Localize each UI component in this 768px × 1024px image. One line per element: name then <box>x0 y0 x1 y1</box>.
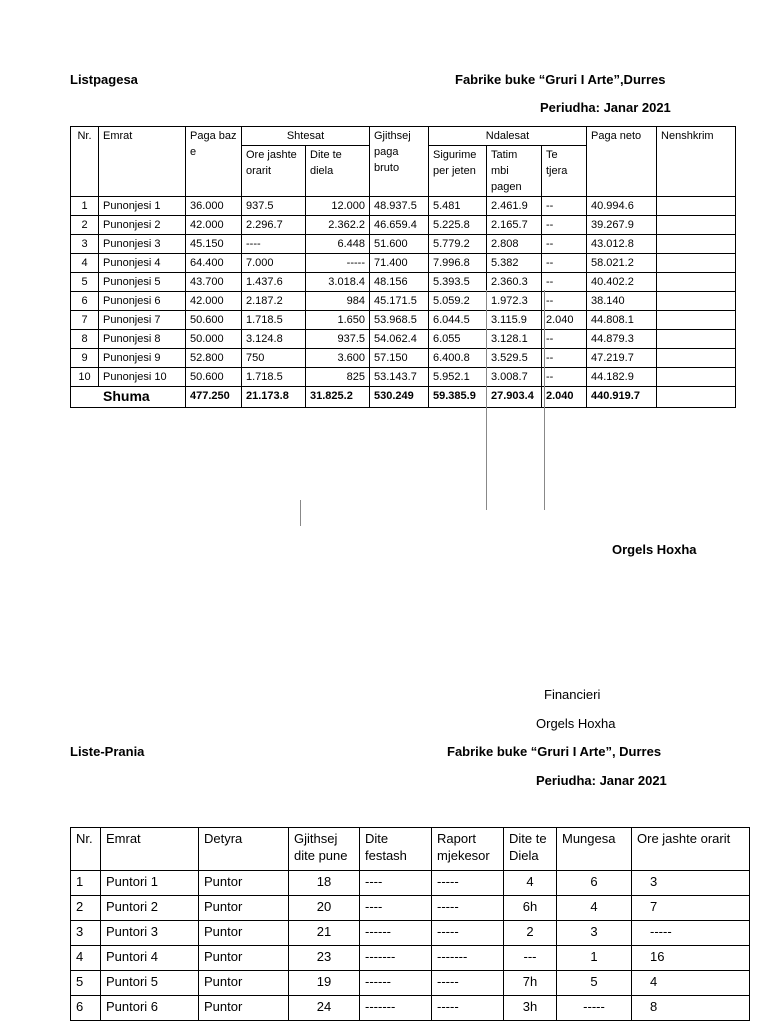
row-absences: ----- <box>557 996 632 1021</box>
header-ore-jashte: Ore jashte orarit <box>242 146 306 197</box>
table-row <box>71 197 736 216</box>
row-name: Punonjesi 6 <box>99 292 186 311</box>
row-holidays: ------- <box>360 946 432 971</box>
row-sunday: 984 <box>306 292 370 311</box>
total-gross: 530.249 <box>370 387 429 408</box>
row-nr: 5 <box>71 971 101 996</box>
table-row <box>71 896 750 921</box>
row-net: 44.808.1 <box>587 311 657 330</box>
payroll-period: Periudha: Janar 2021 <box>540 100 671 115</box>
row-overtime: ----- <box>632 921 750 946</box>
row-nr: 4 <box>71 254 99 273</box>
row-sunday: 3.018.4 <box>306 273 370 292</box>
row-sunday: ----- <box>306 254 370 273</box>
header-nr: Nr. <box>71 127 99 197</box>
row-overtime: 4 <box>632 971 750 996</box>
row-nr: 5 <box>71 273 99 292</box>
row-gross: 46.659.4 <box>370 216 429 235</box>
row-absences: 4 <box>557 896 632 921</box>
row-sunday: 6.448 <box>306 235 370 254</box>
total-base: 477.250 <box>186 387 242 408</box>
row-net: 39.267.9 <box>587 216 657 235</box>
row-name: Puntori 5 <box>101 971 199 996</box>
row-insurance: 6.400.8 <box>429 349 487 368</box>
row-nr: 2 <box>71 896 101 921</box>
row-insurance: 6.055 <box>429 330 487 349</box>
row-name: Punonjesi 1 <box>99 197 186 216</box>
attendance-table <box>70 827 750 1021</box>
row-sundays: --- <box>504 946 557 971</box>
row-medical: ----- <box>432 921 504 946</box>
row-nr: 6 <box>71 292 99 311</box>
row-tax: 5.382 <box>487 254 542 273</box>
row-insurance: 7.996.8 <box>429 254 487 273</box>
row-name: Punonjesi 2 <box>99 216 186 235</box>
row-net: 40.994.6 <box>587 197 657 216</box>
row-name: Puntori 2 <box>101 896 199 921</box>
table-row <box>71 349 736 368</box>
row-other: -- <box>542 197 587 216</box>
header-emrat: Emrat <box>99 127 186 197</box>
totals-label: Shuma <box>71 387 186 408</box>
row-sunday: 12.000 <box>306 197 370 216</box>
row-sunday: 2.362.2 <box>306 216 370 235</box>
table-row <box>71 235 736 254</box>
row-holidays: ------- <box>360 996 432 1021</box>
header-shtesat: Shtesat <box>242 127 370 146</box>
att-header-festash: Dite festash <box>360 828 432 871</box>
row-overtime: 2.296.7 <box>242 216 306 235</box>
row-signature <box>657 311 736 330</box>
row-net: 40.402.2 <box>587 273 657 292</box>
row-role: Puntor <box>199 921 289 946</box>
table-row <box>71 921 750 946</box>
row-overtime: 1.718.5 <box>242 368 306 387</box>
totals-row <box>71 387 736 408</box>
row-name: Punonjesi 10 <box>99 368 186 387</box>
row-tax: 2.808 <box>487 235 542 254</box>
row-base: 50.600 <box>186 368 242 387</box>
row-name: Puntori 3 <box>101 921 199 946</box>
row-other: -- <box>542 216 587 235</box>
table-row <box>71 273 736 292</box>
table-row <box>71 368 736 387</box>
row-medical: ----- <box>432 996 504 1021</box>
header-te-tjera: Te tjera <box>542 146 587 197</box>
row-name: Puntori 6 <box>101 996 199 1021</box>
payroll-signature: Orgels Hoxha <box>612 542 697 557</box>
total-sunday: 31.825.2 <box>306 387 370 408</box>
att-header-gjithsej: Gjithsej dite pune <box>289 828 360 871</box>
row-base: 64.400 <box>186 254 242 273</box>
row-nr: 3 <box>71 235 99 254</box>
row-medical: ----- <box>432 971 504 996</box>
row-sundays: 2 <box>504 921 557 946</box>
header-tatim: Tatim mbi pagen <box>487 146 542 197</box>
row-sunday: 825 <box>306 368 370 387</box>
table-row <box>71 871 750 896</box>
row-nr: 4 <box>71 946 101 971</box>
att-header-diela: Dite te Diela <box>504 828 557 871</box>
row-signature <box>657 292 736 311</box>
attendance-title: Liste-Prania <box>70 744 145 759</box>
header-paga-neto: Paga neto <box>587 127 657 197</box>
row-gross: 57.150 <box>370 349 429 368</box>
row-nr: 2 <box>71 216 99 235</box>
finance-name: Orgels Hoxha <box>536 716 616 731</box>
row-signature <box>657 254 736 273</box>
row-overtime: 750 <box>242 349 306 368</box>
row-nr: 1 <box>71 871 101 896</box>
row-medical: ----- <box>432 871 504 896</box>
row-base: 42.000 <box>186 292 242 311</box>
row-name: Punonjesi 4 <box>99 254 186 273</box>
att-header-ore: Ore jashte orarit <box>632 828 750 871</box>
attendance-period: Periudha: Janar 2021 <box>536 773 667 788</box>
row-nr: 1 <box>71 197 99 216</box>
row-absences: 5 <box>557 971 632 996</box>
total-tax: 27.903.4 <box>487 387 542 408</box>
row-tax: 3.008.7 <box>487 368 542 387</box>
total-net: 440.919.7 <box>587 387 657 408</box>
row-name: Punonjesi 8 <box>99 330 186 349</box>
table-row <box>71 330 736 349</box>
row-base: 50.000 <box>186 330 242 349</box>
row-days: 23 <box>289 946 360 971</box>
row-role: Puntor <box>199 946 289 971</box>
row-role: Puntor <box>199 996 289 1021</box>
row-net: 38.140 <box>587 292 657 311</box>
row-holidays: ---- <box>360 871 432 896</box>
row-sundays: 6h <box>504 896 557 921</box>
payroll-title: Listpagesa <box>70 72 138 87</box>
row-tax: 2.461.9 <box>487 197 542 216</box>
row-tax: 3.529.5 <box>487 349 542 368</box>
row-days: 18 <box>289 871 360 896</box>
row-holidays: ------ <box>360 921 432 946</box>
row-overtime: 3 <box>632 871 750 896</box>
row-name: Punonjesi 7 <box>99 311 186 330</box>
row-overtime: 7 <box>632 896 750 921</box>
row-overtime: 1.718.5 <box>242 311 306 330</box>
row-overtime: 7.000 <box>242 254 306 273</box>
row-name: Punonjesi 5 <box>99 273 186 292</box>
row-net: 43.012.8 <box>587 235 657 254</box>
row-nr: 3 <box>71 921 101 946</box>
row-sundays: 3h <box>504 996 557 1021</box>
row-sundays: 7h <box>504 971 557 996</box>
row-name: Punonjesi 9 <box>99 349 186 368</box>
row-base: 43.700 <box>186 273 242 292</box>
row-overtime: 937.5 <box>242 197 306 216</box>
row-net: 44.182.9 <box>587 368 657 387</box>
table-row <box>71 254 736 273</box>
row-base: 42.000 <box>186 216 242 235</box>
row-overtime: 8 <box>632 996 750 1021</box>
row-gross: 48.156 <box>370 273 429 292</box>
row-signature <box>657 330 736 349</box>
row-other: -- <box>542 273 587 292</box>
table-row <box>71 292 736 311</box>
row-sunday: 1.650 <box>306 311 370 330</box>
row-signature <box>657 197 736 216</box>
att-header-emrat: Emrat <box>101 828 199 871</box>
row-tax: 3.115.9 <box>487 311 542 330</box>
table-row <box>71 971 750 996</box>
total-signature <box>657 387 736 408</box>
row-name: Puntori 1 <box>101 871 199 896</box>
row-overtime: 3.124.8 <box>242 330 306 349</box>
header-sigurime: Sigurime per jeten <box>429 146 487 197</box>
table-row <box>71 946 750 971</box>
row-days: 24 <box>289 996 360 1021</box>
row-insurance: 5.059.2 <box>429 292 487 311</box>
row-base: 45.150 <box>186 235 242 254</box>
row-insurance: 5.481 <box>429 197 487 216</box>
row-nr: 8 <box>71 330 99 349</box>
row-insurance: 5.779.2 <box>429 235 487 254</box>
row-overtime: 2.187.2 <box>242 292 306 311</box>
header-paga-baze: Paga baze <box>186 127 242 197</box>
row-name: Punonjesi 3 <box>99 235 186 254</box>
row-gross: 51.600 <box>370 235 429 254</box>
row-overtime: 1.437.6 <box>242 273 306 292</box>
header-gjithsej: Gjithsej paga bruto <box>370 127 429 197</box>
row-absences: 3 <box>557 921 632 946</box>
table-row <box>71 216 736 235</box>
attendance-company: Fabrike buke “Gruri I Arte”, Durres <box>447 744 662 759</box>
row-other: -- <box>542 235 587 254</box>
finance-role: Financieri <box>544 687 601 702</box>
row-signature <box>657 235 736 254</box>
row-other: -- <box>542 254 587 273</box>
row-gross: 71.400 <box>370 254 429 273</box>
row-other: -- <box>542 292 587 311</box>
row-net: 58.021.2 <box>587 254 657 273</box>
stray-line <box>544 290 545 510</box>
row-other: -- <box>542 349 587 368</box>
row-days: 20 <box>289 896 360 921</box>
row-overtime: ---- <box>242 235 306 254</box>
stray-line <box>300 500 301 526</box>
row-days: 19 <box>289 971 360 996</box>
payroll-company: Fabrike buke “Gruri I Arte”,Durres <box>455 72 666 87</box>
row-insurance: 5.393.5 <box>429 273 487 292</box>
att-header-detyra: Detyra <box>199 828 289 871</box>
row-role: Puntor <box>199 896 289 921</box>
row-base: 36.000 <box>186 197 242 216</box>
row-medical: ------- <box>432 946 504 971</box>
total-insurance: 59.385.9 <box>429 387 487 408</box>
row-gross: 53.968.5 <box>370 311 429 330</box>
att-header-nr: Nr. <box>71 828 101 871</box>
row-role: Puntor <box>199 971 289 996</box>
row-tax: 2.360.3 <box>487 273 542 292</box>
row-role: Puntor <box>199 871 289 896</box>
row-nr: 7 <box>71 311 99 330</box>
row-sunday: 937.5 <box>306 330 370 349</box>
stray-line <box>486 290 487 510</box>
row-nr: 9 <box>71 349 99 368</box>
row-signature <box>657 273 736 292</box>
att-header-raport: Raport mjekesor <box>432 828 504 871</box>
row-sundays: 4 <box>504 871 557 896</box>
row-other: -- <box>542 330 587 349</box>
row-absences: 6 <box>557 871 632 896</box>
header-ndalesat: Ndalesat <box>429 127 587 146</box>
row-sunday: 3.600 <box>306 349 370 368</box>
row-signature <box>657 216 736 235</box>
total-overtime: 21.173.8 <box>242 387 306 408</box>
att-header-mungesa: Mungesa <box>557 828 632 871</box>
row-insurance: 5.225.8 <box>429 216 487 235</box>
row-base: 52.800 <box>186 349 242 368</box>
row-nr: 6 <box>71 996 101 1021</box>
total-other: 2.040 <box>542 387 587 408</box>
table-row <box>71 311 736 330</box>
row-overtime: 16 <box>632 946 750 971</box>
row-gross: 45.171.5 <box>370 292 429 311</box>
row-other: -- <box>542 368 587 387</box>
row-absences: 1 <box>557 946 632 971</box>
row-gross: 48.937.5 <box>370 197 429 216</box>
header-dite-diela: Dite te diela <box>306 146 370 197</box>
row-insurance: 6.044.5 <box>429 311 487 330</box>
header-nenshkrim: Nenshkrim <box>657 127 736 197</box>
row-tax: 1.972.3 <box>487 292 542 311</box>
row-name: Puntori 4 <box>101 946 199 971</box>
row-net: 47.219.7 <box>587 349 657 368</box>
row-tax: 2.165.7 <box>487 216 542 235</box>
row-holidays: ------ <box>360 971 432 996</box>
row-base: 50.600 <box>186 311 242 330</box>
row-net: 44.879.3 <box>587 330 657 349</box>
row-medical: ----- <box>432 896 504 921</box>
row-days: 21 <box>289 921 360 946</box>
row-signature <box>657 349 736 368</box>
row-insurance: 5.952.1 <box>429 368 487 387</box>
row-gross: 54.062.4 <box>370 330 429 349</box>
row-tax: 3.128.1 <box>487 330 542 349</box>
table-row <box>71 996 750 1021</box>
row-holidays: ---- <box>360 896 432 921</box>
row-signature <box>657 368 736 387</box>
row-nr: 10 <box>71 368 99 387</box>
payroll-table <box>70 126 736 408</box>
row-other: 2.040 <box>542 311 587 330</box>
row-gross: 53.143.7 <box>370 368 429 387</box>
